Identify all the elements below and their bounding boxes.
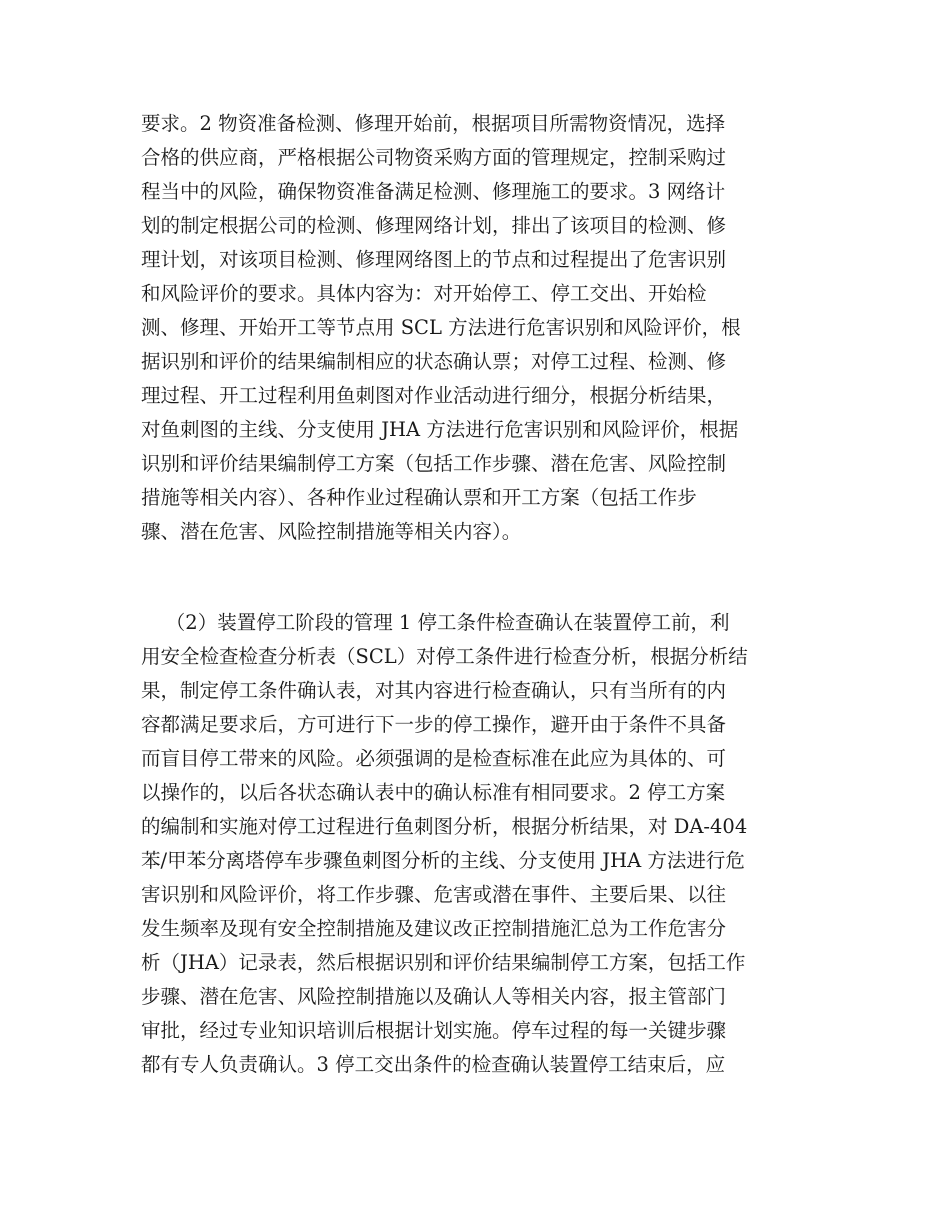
text-line: 识别和评价结果编制停工方案（包括工作步骤、潜在危害、风险控制 <box>141 452 727 475</box>
text-line: （2）装置停工阶段的管理 1 停工条件检查确认在装置停工前，利 <box>141 611 730 634</box>
text-line: 果，制定停工条件确认表，对其内容进行检查确认，只有当所有的内 <box>141 679 727 702</box>
text-line: 骤、潜在危害、风险控制措施等相关内容）。 <box>141 520 522 543</box>
text-line: 步骤、潜在危害、风险控制措施以及确认人等相关内容，报主管部门 <box>141 985 727 1008</box>
text-line: 划的制定根据公司的检测、修理网络计划，排出了该项目的检测、修 <box>141 214 727 237</box>
paragraph-preparation <box>141 107 821 549</box>
text-line: 用安全检查检查分析表（SCL）对停工条件进行检查分析，根据分析结 <box>141 645 748 668</box>
text-line: 审批，经过专业知识培训后根据计划实施。停车过程的每一关键步骤 <box>141 1019 727 1042</box>
text-line: 和风险评价的要求。具体内容为：对开始停工、停工交出、开始检 <box>141 282 707 305</box>
text-line: 都有专人负责确认。3 停工交出条件的检查确认装置停工结束后，应 <box>141 1053 726 1076</box>
text-line: 要求。2 物资准备检测、修理开始前，根据项目所需物资情况，选择 <box>141 112 726 135</box>
text-line: 容都满足要求后，方可进行下一步的停工操作，避开由于条件不具备 <box>141 713 727 736</box>
text-line: 析（JHA）记录表，然后根据识别和评价结果编制停工方案，包括工作 <box>141 951 746 974</box>
text-line: 合格的供应商，严格根据公司物资采购方面的管理规定，控制采购过 <box>141 146 727 169</box>
text-line: 程当中的风险，确保物资准备满足检测、修理施工的要求。3 网络计 <box>141 180 726 203</box>
text-line: 以操作的，以后各状态确认表中的确认标准有相同要求。2 停工方案 <box>141 781 726 804</box>
text-line: 据识别和评价的结果编制相应的状态确认票；对停工过程、检测、修 <box>141 350 727 373</box>
text-line: 发生频率及现有安全控制措施及建议改正控制措施汇总为工作危害分 <box>141 917 727 940</box>
text-line: 对鱼刺图的主线、分支使用 JHA 方法进行危害识别和风险评价，根据 <box>141 418 739 441</box>
text-line: 的编制和实施对停工过程进行鱼刺图分析，根据分析结果，对 DA-404 <box>141 815 748 838</box>
text-line: 苯/甲苯分离塔停车步骤鱼刺图分析的主线、分支使用 JHA 方法进行危 <box>141 849 745 872</box>
text-line: 而盲目停工带来的风险。必须强调的是检查标准在此应为具体的、可 <box>141 747 727 770</box>
text-line: 测、修理、开始开工等节点用 SCL 方法进行危害识别和风险评价，根 <box>141 316 741 339</box>
text-line: 措施等相关内容）、各种作业过程确认票和开工方案（包括工作步 <box>141 486 697 509</box>
paragraph-shutdown-stage <box>141 606 821 1082</box>
text-line: 理计划，对该项目检测、修理网络图上的节点和过程提出了危害识别 <box>141 248 727 271</box>
text-line: 理过程、开工过程利用鱼刺图对作业活动进行细分，根据分析结果， <box>141 384 727 407</box>
text-line: 害识别和风险评价，将工作步骤、危害或潜在事件、主要后果、以往 <box>141 883 727 906</box>
